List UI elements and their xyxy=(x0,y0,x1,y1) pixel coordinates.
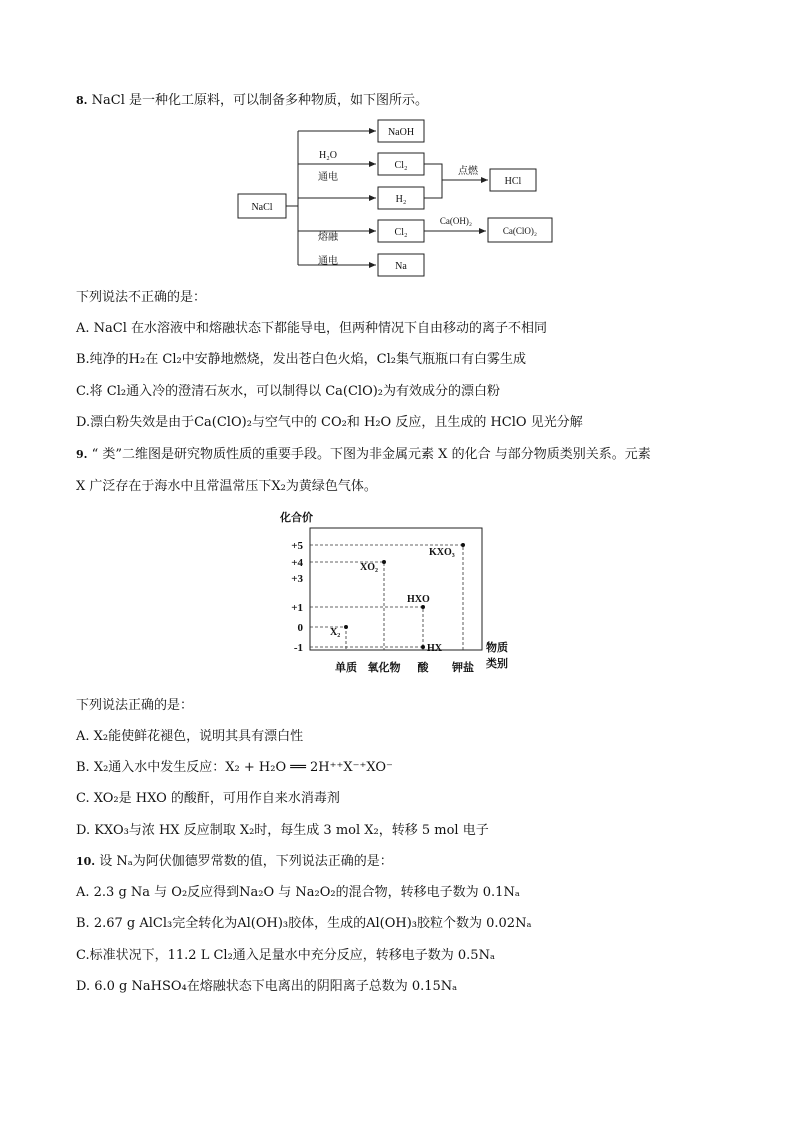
label-h2: H₂ xyxy=(395,194,407,205)
point-label: HX xyxy=(427,643,442,654)
cond-h2o: H₂O xyxy=(319,150,337,161)
q9-option-c: C. XO₂是 HXO 的酸酐，可用作自来水消毒剂 xyxy=(76,791,340,806)
q8-stem-line xyxy=(76,92,428,110)
x-category-label: 钾盐 xyxy=(452,662,474,674)
q9-option-b: B. X₂通入水中发生反应：X₂ + H₂O ══ 2H⁺⁺X⁻⁺XO⁻ xyxy=(76,760,393,775)
connector-to-hcl xyxy=(424,164,488,198)
q8-option-a: A. NaCl 在水溶液中和熔融状态下都能导电，但两种情况下自由移动的离子不相同 xyxy=(76,321,548,336)
cond-ronghua: 熔融 xyxy=(318,232,338,243)
data-point xyxy=(421,645,425,649)
q8-number: 8. xyxy=(76,94,88,107)
q10-option-a: A. 2.3 g Na 与 O₂反应得到Na₂O 与 Na₂O₂的混合物，转移电子数为 0.1Nₐ xyxy=(76,885,520,900)
chart-x-title-2: 类别 xyxy=(486,658,508,670)
q8-option-c: C.将 Cl₂通入冷的澄清石灰水，可以制得以 Ca(ClO)₂为有效成分的漂白粉 xyxy=(76,384,501,399)
label-naoh: NaOH xyxy=(387,127,415,138)
q9-prompt: 下列说法正确的是： xyxy=(76,698,194,713)
valence-class-chart xyxy=(270,505,520,675)
point-label: HXO xyxy=(407,594,430,605)
data-point xyxy=(344,625,348,629)
x-category-label: 酸 xyxy=(417,662,429,674)
cond-tongdian-top: 通电 xyxy=(318,172,338,183)
q9-number: 9. xyxy=(76,448,88,461)
q9-option-d: D. KXO₃与浓 HX 反应制取 X₂时，每生成 3 mol X₂，转移 5 mol 电子 xyxy=(76,823,489,838)
y-tick-label: +5 xyxy=(291,540,303,552)
q9-stem-1: “ 类”二维图是研究物质性质的重要手段。下图为非金属元素 X 的化合 与部分物质类别关系。元素 xyxy=(91,447,651,462)
guide-line xyxy=(310,562,384,650)
y-tick-label: -1 xyxy=(293,642,303,654)
label-caclo2: Ca(ClO)₂ xyxy=(502,226,538,236)
connector-nacl xyxy=(286,131,298,265)
data-point xyxy=(421,605,425,609)
x-category-label: 单质 xyxy=(335,662,357,674)
q9-stem-line1 xyxy=(76,446,651,464)
label-cl2-bottom: Cl₂ xyxy=(394,227,408,238)
data-point xyxy=(461,543,465,547)
label-nacl: NaCl xyxy=(251,202,273,213)
cond-tongdian-bottom: 通电 xyxy=(318,256,338,267)
point-label: XO₂ xyxy=(360,562,378,573)
q10-stem-line xyxy=(76,853,393,871)
q9-stem-line2: X 广泛存在于海水中且常温常压下X₂为黄绿色气体。 xyxy=(76,479,377,494)
q10-option-b: B. 2.67 g AlCl₃完全转化为Al(OH)₃胶体，生成的Al(OH)₃胶粒个数为 0.02Nₐ xyxy=(76,916,532,931)
y-tick-label: +4 xyxy=(291,557,303,569)
label-cl2-top: Cl₂ xyxy=(394,160,408,171)
cond-dianran: 点燃 xyxy=(458,166,478,177)
guide-line xyxy=(310,607,423,650)
guide-line xyxy=(310,627,346,650)
point-label: KXO₃ xyxy=(429,547,455,558)
q8-option-b: B.纯净的H₂在 Cl₂中安静地燃烧，发出苍白色火焰，Cl₂集气瓶瓶口有白雾生成 xyxy=(76,352,526,367)
q10-option-c: C.标准状况下，11.2 L Cl₂通入足量水中充分反应，转移电子数为 0.5Nₐ xyxy=(76,948,495,963)
chart-y-title: 化合价 xyxy=(280,512,313,524)
point-label: X₂ xyxy=(330,627,341,638)
q9-option-a: A. X₂能使鲜花褪色，说明其具有漂白性 xyxy=(76,729,304,744)
q8-prompt: 下列说法不正确的是： xyxy=(76,290,207,305)
q8-stem: NaCl 是一种化工原料，可以制备多种物质，如下图所示。 xyxy=(91,93,428,108)
q8-flow-diagram xyxy=(230,118,560,282)
q10-stem: 设 Nₐ为阿伏伽德罗常数的值，下列说法正确的是： xyxy=(99,854,393,869)
y-tick-label: +3 xyxy=(291,573,303,585)
q8-option-d: D.漂白粉失效是由于Ca(ClO)₂与空气中的 CO₂和 H₂O 反应，且生成的 HClO 见光分解 xyxy=(76,415,583,430)
y-tick-label: 0 xyxy=(297,622,303,634)
data-point xyxy=(382,560,386,564)
chart-x-title-1: 物质 xyxy=(486,642,508,654)
label-hcl: HCl xyxy=(504,176,522,187)
cond-caoh2: Ca(OH)₂ xyxy=(439,216,473,226)
label-na: Na xyxy=(395,261,407,272)
x-category-label: 氧化物 xyxy=(367,662,401,674)
q10-number: 10. xyxy=(76,855,96,868)
q10-option-d: D. 6.0 g NaHSO₄在熔融状态下电离出的阴阳离子总数为 0.15Nₐ xyxy=(76,979,458,994)
y-tick-label: +1 xyxy=(291,602,303,614)
